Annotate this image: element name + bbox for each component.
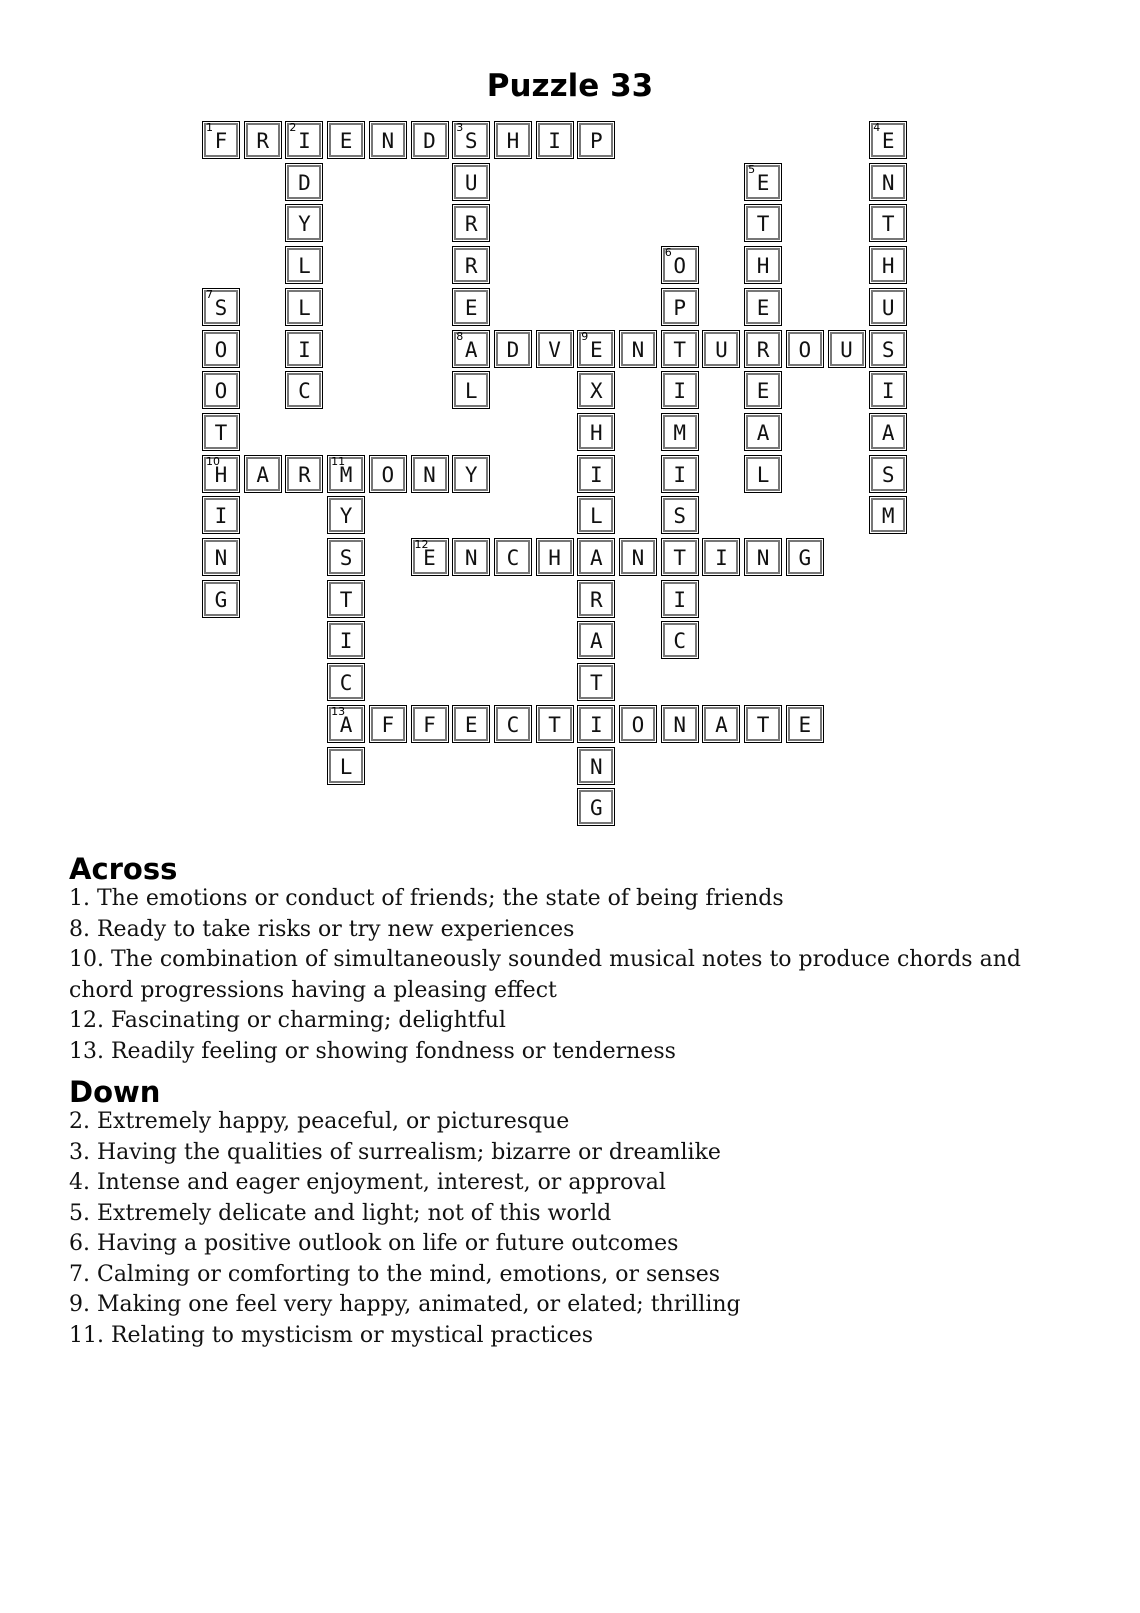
grid-cell: [285, 121, 323, 159]
grid-cell: [577, 121, 615, 159]
grid-cell: [494, 330, 532, 368]
cell-letter: I: [339, 629, 353, 654]
cell-letter: R: [464, 212, 478, 237]
grid-cell: [452, 121, 490, 159]
cell-letter: R: [256, 129, 270, 153]
cell-letter: C: [506, 712, 520, 737]
across-clue-list: [69, 884, 1079, 1067]
grid-cell: [869, 204, 907, 242]
grid-cell: [577, 580, 615, 618]
grid-cell: [202, 455, 240, 493]
grid-cell: [577, 788, 615, 826]
cell-letter: L: [298, 254, 311, 279]
grid-cell: [285, 455, 323, 493]
grid-cell: [661, 413, 699, 451]
cell-letter: M: [881, 504, 895, 529]
cell-letter: N: [464, 546, 478, 570]
cell-letter: N: [214, 546, 228, 570]
grid-cell: [744, 538, 782, 576]
grid-cell: [869, 413, 907, 451]
cell-letter: H: [506, 129, 520, 153]
cell-letter: C: [673, 629, 687, 654]
cell-letter: D: [298, 170, 311, 195]
grid-cell: [619, 705, 657, 743]
grid-cell: [452, 204, 490, 242]
grid-cell: [202, 330, 240, 368]
clue-number: 1: [206, 121, 213, 134]
grid-cell: [327, 663, 365, 701]
grid-cell: [869, 121, 907, 159]
grid-cell: [369, 705, 407, 743]
clue-number: 10: [206, 454, 220, 468]
grid-cell: [202, 288, 240, 326]
cell-letter: I: [881, 379, 895, 404]
grid-cell: [202, 413, 240, 451]
cell-letter: P: [673, 295, 687, 320]
down-heading: Down: [69, 1075, 161, 1109]
cell-letter: Y: [339, 504, 353, 529]
grid-cell: [327, 121, 365, 159]
cell-letter: E: [589, 337, 603, 362]
grid-cell: [285, 288, 323, 326]
grid-cell: [536, 330, 574, 368]
cell-letter: R: [464, 254, 478, 279]
grid-cell: [661, 496, 699, 534]
grid-cell: [702, 705, 740, 743]
cell-letter: T: [589, 671, 603, 696]
grid-cell: [786, 330, 824, 368]
grid-cell: [744, 163, 782, 201]
grid-cell: [411, 538, 449, 576]
grid-cell: [577, 496, 615, 534]
clue-down-9: 9. Making one feel very happy, animated, or elated; thrilling: [69, 1292, 741, 1317]
grid-cell: [577, 663, 615, 701]
cell-letter: N: [589, 754, 603, 779]
cell-letter: U: [464, 170, 478, 195]
grid-cell: [869, 371, 907, 409]
grid-cell: [411, 121, 449, 159]
cell-letter: I: [673, 462, 687, 487]
cell-letter: O: [631, 712, 645, 737]
cell-letter: H: [548, 546, 561, 570]
grid-cell: [536, 538, 574, 576]
clue-down-3: 3. Having the qualities of surrealism; bizarre or dreamlike: [69, 1139, 721, 1165]
clue-number: 5: [748, 162, 756, 176]
grid-cell: [577, 371, 615, 409]
grid-cell: [285, 330, 323, 368]
grid-cell: [744, 246, 782, 284]
cell-letter: F: [423, 712, 436, 737]
cell-letter: I: [214, 504, 228, 529]
cell-letter: O: [214, 379, 228, 404]
grid-cell: [661, 538, 699, 576]
grid-cell: [577, 621, 615, 659]
cell-letter: O: [381, 462, 395, 487]
grid-cell: [577, 705, 615, 743]
grid-cell: [411, 705, 449, 743]
cell-letter: C: [298, 379, 311, 404]
clue-number: 4: [873, 121, 881, 134]
grid-cell: [285, 246, 323, 284]
cell-letter: E: [756, 295, 770, 320]
cell-letter: S: [673, 504, 687, 529]
cell-letter: A: [339, 712, 353, 737]
cell-letter: F: [214, 129, 228, 153]
grid-cell: [619, 538, 657, 576]
clue-number: 7: [206, 287, 213, 301]
grid-cell: [661, 455, 699, 493]
cell-letter: H: [589, 420, 603, 445]
cell-letter: E: [881, 129, 895, 153]
grid-cell: [661, 621, 699, 659]
cell-letter: O: [214, 337, 228, 362]
cell-letter: D: [506, 337, 520, 362]
clue-across-8: 8. Ready to take risks or try new experiences: [69, 916, 575, 942]
cell-letter: T: [756, 712, 770, 737]
cell-letter: A: [589, 546, 603, 570]
cell-letter: H: [214, 462, 228, 487]
cell-letter: L: [756, 462, 770, 487]
page-title: Puzzle 33: [486, 68, 654, 104]
grid-cell: [702, 330, 740, 368]
cell-letter: R: [756, 337, 770, 362]
cell-letter: I: [589, 462, 603, 487]
grid-cell: [702, 538, 740, 576]
grid-cell: [327, 496, 365, 534]
grid-cell: [452, 455, 490, 493]
grid-cell: [869, 288, 907, 326]
cell-letter: A: [881, 420, 895, 445]
grid-cell: [452, 163, 490, 201]
grid-cell: [577, 538, 615, 576]
grid-cell: [327, 455, 365, 493]
grid-cell: [202, 496, 240, 534]
grid-cell: [452, 538, 490, 576]
cell-letter: N: [423, 462, 436, 487]
cell-letter: A: [589, 629, 603, 654]
grid-cell: [285, 204, 323, 242]
cell-letter: L: [589, 504, 603, 529]
cell-letter: U: [881, 295, 895, 320]
clue-across-12: 12. Fascinating or charming; delightful: [69, 1008, 506, 1033]
cell-letter: I: [298, 337, 311, 362]
cell-letter: L: [339, 754, 353, 779]
cell-letter: T: [673, 546, 687, 570]
cell-letter: M: [673, 420, 687, 445]
grid-cell: [327, 580, 365, 618]
cell-letter: C: [339, 671, 353, 696]
clue-down-4: 4. Intense and eager enjoyment, interest, or approval: [69, 1170, 666, 1195]
grid-cell: [452, 330, 490, 368]
cell-letter: S: [339, 546, 353, 570]
cell-letter: A: [715, 712, 728, 737]
grid-cell: [202, 371, 240, 409]
grid-cell: [828, 330, 866, 368]
grid-cell: [869, 496, 907, 534]
cell-letter: G: [798, 546, 812, 570]
grid-cell: [869, 163, 907, 201]
grid-cell: [285, 371, 323, 409]
cell-letter: C: [506, 546, 520, 570]
grid-cell: [661, 288, 699, 326]
grid-cell: [536, 121, 574, 159]
cell-letter: L: [464, 379, 478, 404]
cell-letter: E: [798, 712, 812, 737]
grid-cell: [661, 246, 699, 284]
cell-letter: I: [715, 546, 728, 570]
cell-letter: A: [256, 462, 270, 487]
clue-down-5: 5. Extremely delicate and light; not of this world: [69, 1200, 612, 1226]
grid-cell: [661, 705, 699, 743]
grid-cell: [536, 705, 574, 743]
grid-cell: [327, 621, 365, 659]
grid-cell: [452, 288, 490, 326]
cell-letter: T: [214, 420, 228, 445]
grid-cell: [661, 330, 699, 368]
cell-letter: S: [464, 129, 478, 153]
cell-letter: Y: [298, 212, 311, 237]
cell-letter: R: [298, 462, 311, 487]
grid-cell: [411, 455, 449, 493]
cell-letter: T: [548, 712, 561, 737]
cell-letter: E: [756, 170, 770, 195]
grid-cell: [327, 538, 365, 576]
cell-letter: H: [881, 254, 895, 279]
grid-cell: [869, 330, 907, 368]
cell-letter: V: [548, 337, 561, 362]
grid-cell: [744, 288, 782, 326]
clue-number: 13: [331, 704, 346, 718]
clue-down-6: 6. Having a positive outlook on life or future outcomes: [69, 1231, 679, 1256]
grid-cell: [494, 538, 532, 576]
grid-cell: [327, 747, 365, 785]
cell-letter: S: [881, 337, 895, 362]
grid-cell: [744, 705, 782, 743]
cell-letter: X: [589, 379, 603, 404]
clue-number: 12: [414, 538, 429, 551]
grid-cell: [619, 330, 657, 368]
grid-cell: [744, 330, 782, 368]
grid-cell: [744, 204, 782, 242]
cell-letter: H: [756, 254, 770, 279]
cell-letter: T: [881, 212, 895, 237]
grid-cell: [744, 455, 782, 493]
cell-letter: T: [339, 587, 353, 612]
grid-cell: [786, 705, 824, 743]
cell-letter: O: [798, 337, 812, 362]
grid-cell: [244, 121, 282, 159]
grid-cell: [452, 705, 490, 743]
grid-cell: [744, 413, 782, 451]
cell-letter: N: [631, 337, 645, 362]
cell-letter: I: [548, 129, 561, 153]
cell-letter: M: [339, 462, 353, 487]
grid-cell: [369, 455, 407, 493]
cell-letter: I: [298, 129, 311, 153]
cell-letter: E: [423, 546, 436, 570]
grid-cell: [661, 580, 699, 618]
clue-number: 9: [581, 329, 589, 343]
grid-cell: [327, 705, 365, 743]
cell-letter: D: [423, 129, 436, 153]
cell-letter: T: [756, 212, 770, 237]
cell-letter: Y: [464, 462, 478, 487]
across-heading: Across: [69, 852, 178, 886]
cell-letter: R: [589, 587, 603, 612]
cell-letter: E: [339, 129, 353, 153]
cell-letter: S: [214, 295, 228, 320]
cell-letter: A: [756, 420, 770, 445]
cell-letter: N: [381, 129, 395, 153]
grid-cell: [661, 371, 699, 409]
grid-cell: [202, 538, 240, 576]
grid-cell: [786, 538, 824, 576]
cell-letter: E: [464, 295, 478, 320]
grid-cell: [577, 455, 615, 493]
grid-cell: [744, 371, 782, 409]
clue-across-10: 10. The combination of simultaneously sounded musical notes to produce chords and chord progressions having a pleasing effect: [69, 947, 1021, 1003]
clue-down-11: 11. Relating to mysticism or mystical practices: [69, 1322, 594, 1348]
cell-letter: I: [673, 587, 687, 612]
clue-down-7: 7. Calming or comforting to the mind, emotions, or senses: [69, 1261, 721, 1287]
clue-number: 11: [331, 454, 346, 468]
cell-letter: E: [756, 379, 770, 404]
cell-letter: I: [589, 712, 603, 737]
cell-letter: O: [673, 254, 687, 279]
cell-letter: N: [673, 712, 687, 737]
cell-letter: L: [298, 295, 311, 320]
grid-cell: [202, 580, 240, 618]
cell-letter: N: [756, 546, 770, 570]
grid-cell: [577, 330, 615, 368]
grid-cell: [494, 705, 532, 743]
grid-cell: [577, 413, 615, 451]
clue-across-1: 1. The emotions or conduct of friends; the state of being friends: [69, 886, 784, 911]
grid-cell: [869, 455, 907, 493]
cell-letter: N: [881, 170, 895, 195]
cell-letter: P: [589, 129, 603, 153]
clue-across-13: 13. Readily feeling or showing fondness or tenderness: [69, 1038, 676, 1064]
cell-letter: T: [673, 337, 687, 362]
cell-letter: A: [464, 337, 478, 362]
cell-letter: I: [673, 379, 687, 404]
cell-letter: S: [881, 462, 895, 487]
grid-cell: [869, 246, 907, 284]
grid-cell: [577, 747, 615, 785]
cell-letter: F: [381, 712, 395, 737]
grid-cell: [452, 246, 490, 284]
grid-cell: [285, 163, 323, 201]
clue-number: 3: [456, 121, 464, 134]
grid-cell: [202, 121, 240, 159]
grid-cell: [494, 121, 532, 159]
cell-letter: G: [214, 587, 228, 612]
clue-number: 2: [289, 121, 297, 134]
grid-cell: [244, 455, 282, 493]
cell-letter: G: [589, 796, 603, 821]
clue-number: 8: [456, 329, 464, 343]
cell-letter: E: [464, 712, 478, 737]
grid-cell: [452, 371, 490, 409]
clue-number: 6: [664, 246, 672, 260]
down-clue-list: [69, 1107, 1079, 1351]
grid-cell: [369, 121, 407, 159]
cell-letter: U: [840, 337, 853, 362]
cell-letter: U: [715, 337, 728, 362]
cell-letter: N: [631, 546, 645, 570]
clue-down-2: 2. Extremely happy, peaceful, or picturesque: [69, 1109, 570, 1134]
